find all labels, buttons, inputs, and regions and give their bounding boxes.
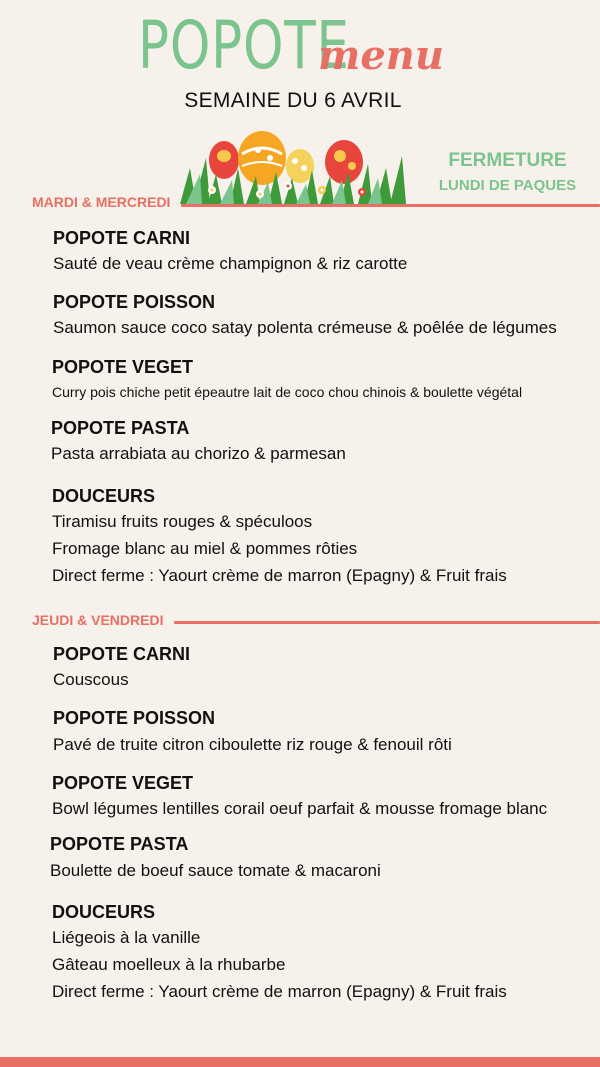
- dish-item: Couscous: [53, 670, 129, 689]
- category-title: POPOTE PASTA: [51, 418, 190, 438]
- easter-eggs-illustration: [172, 128, 412, 208]
- category-title: POPOTE POISSON: [53, 708, 216, 728]
- section-divider: [181, 204, 600, 207]
- closure-subtitle: LUNDI DE PAQUES: [438, 177, 577, 194]
- dish-item: Saumon sauce coco satay polenta crémeuse & poêlée de légumes: [53, 318, 557, 337]
- category-title: DOUCEURS: [52, 902, 156, 922]
- dish-item: Sauté de veau crème champignon & riz carotte: [53, 254, 408, 273]
- category-title: POPOTE VEGET: [52, 773, 194, 793]
- dish-item: Fromage blanc au miel & pommes rôties: [52, 539, 358, 558]
- dish-item: Pavé de truite citron ciboulette riz rouge & fenouil rôti: [53, 735, 452, 754]
- category-title: DOUCEURS: [52, 486, 156, 506]
- dish-item: Liégeois à la vanille: [52, 928, 201, 947]
- footer-bar: [0, 1057, 600, 1067]
- dish-item: Direct ferme : Yaourt crème de marron (Epagny) & Fruit frais: [52, 982, 507, 1001]
- category-title: POPOTE VEGET: [52, 357, 194, 377]
- dish-item: Boulette de boeuf sauce tomate & macaroni: [50, 861, 381, 880]
- dish-item: Direct ferme : Yaourt crème de marron (Epagny) & Fruit frais: [52, 566, 507, 585]
- section-label-tue-wed: MARDI & MERCREDI: [32, 194, 171, 210]
- dish-item: Tiramisu fruits rouges & spéculoos: [52, 512, 313, 531]
- category-title: POPOTE POISSON: [53, 292, 216, 312]
- dish-item: Pasta arrabiata au chorizo & parmesan: [51, 444, 346, 463]
- category-title: POPOTE PASTA: [50, 834, 189, 854]
- closure-title: FERMETURE: [448, 150, 567, 171]
- dish-item: Bowl légumes lentilles corail oeuf parfait & mousse fromage blanc: [52, 799, 548, 818]
- week-title: SEMAINE DU 6 AVRIL: [184, 89, 402, 112]
- category-title: POPOTE CARNI: [53, 228, 191, 248]
- section-label-thu-fri: JEUDI & VENDREDI: [32, 612, 164, 628]
- dish-item: Gâteau moelleux à la rhubarbe: [52, 955, 286, 974]
- brand-title: POPOTE: [138, 7, 350, 84]
- category-title: POPOTE CARNI: [53, 644, 191, 664]
- brand-subtitle: menu: [318, 32, 444, 79]
- dish-item: Curry pois chiche petit épeautre lait de coco chou chinois & boulette végétal: [52, 384, 523, 400]
- section-divider: [174, 621, 600, 624]
